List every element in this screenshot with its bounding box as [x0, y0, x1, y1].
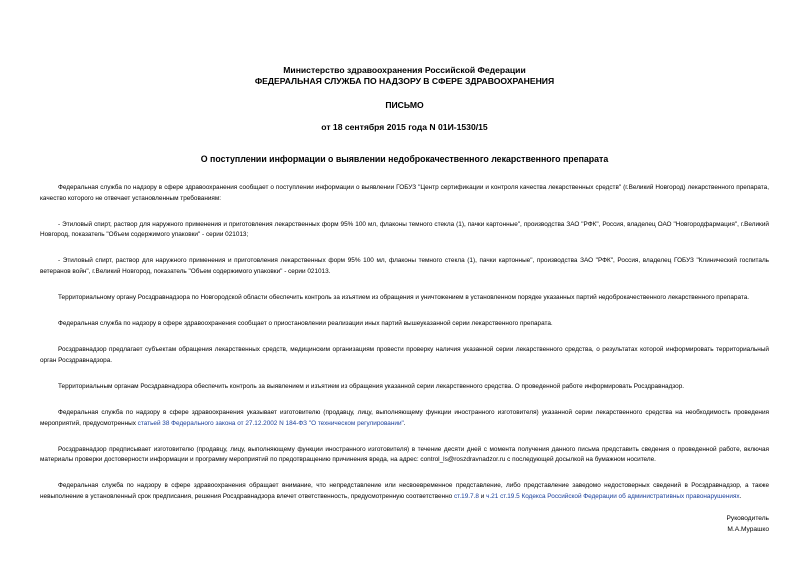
paragraph-4: Территориальному органу Росздравнадзора по Новгородской области обеспечить контроль за изъятием из обращения и уничтожением в установленном порядке указанных партий недоброкачественного лекарственного препарата. — [58, 294, 750, 302]
document-type: ПИСЬМО — [385, 100, 424, 110]
signature-name: М.А.Мурашко — [727, 525, 769, 533]
signature-block — [727, 514, 769, 535]
paragraph-2: - Этиловый спирт, раствор для наружного применения и приготовления лекарственных форм 95% 100 мл, флаконы темного стекла (1), пачки картонные", производства ЗАО "РФК", Россия, владелец ОАО "Новгородфармация", г.Великий Новгород, показатель "Объем содержимого упаковки" - серии 021013; — [40, 220, 769, 239]
signature-position: Руководитель — [726, 515, 769, 522]
paragraph-8-end: . — [403, 419, 406, 427]
paragraph-10-mid: и — [478, 493, 487, 500]
paragraph-8 — [40, 408, 769, 429]
paragraph-10-end: . — [739, 493, 742, 500]
paragraph-1: Федеральная служба по надзору в сфере здравоохранения сообщает о поступлении информации о выявлении ГОБУЗ "Центр сертификации и контроля качества лекарственных средств" (г.Великий Новгород) лекарственного препарата, качество которого не отвечает установленным требованиям: — [40, 184, 769, 202]
document-body — [40, 183, 769, 518]
paragraph-7: Территориальным органам Росздравнадзора обеспечить контроль за выявлением и изъятием из обращения указанной серии лекарственного средства. О проведенной работе информировать Росздравнадзор. — [58, 382, 685, 390]
ministry-name: Министерство здравоохранения Российской Федерации — [283, 65, 526, 75]
document-subject: О поступлении информации о выявлении недоброкачественного лекарственного препарата — [200, 154, 609, 164]
paragraph-9: Росздравнадзор предписывает изготовителю (продавцу, лицу, выполняющему функции иностранного изготовителя) в течение десяти дней с момента получения данного письма представить сведения о проведенной работе, включая материалы проверки достоверности информации и программу мероприятий по предотвращению причинения вреда, на адрес: control_ls@roszdravnadzor.ru с последующей досылкой на бумажном носителе. — [40, 445, 769, 464]
koap-19-5-link[interactable]: ч.21 ст.19.5 Кодекса Российской Федерации об административных правонарушениях — [486, 493, 740, 500]
paragraph-3: - Этиловый спирт, раствор для наружного применения и приготовления лекарственных форм 95% 100 мл, флаконы темного стекла (1), пачки картонные", производства ЗАО "РФК", Россия, владелец ГОБУЗ "Клинический госпиталь ветеранов войн", г.Великий Новгород, показатель "Объем содержимого упаковки" - серии 021013. — [40, 257, 769, 275]
paragraph-8-text: Федеральная служба по надзору в сфере здравоохранения указывает изготовителю (продавцу, лицу, выполняющему функции иностранного изготовителя) указанной серии лекарственного средства на необходимость проведения мероприятий, предусмотренных — [40, 409, 769, 427]
law-184-fz-link[interactable]: статьей 38 Федерального закона от 27.12.2002 N 184-ФЗ "О техническом регулировании" — [137, 419, 404, 427]
paragraph-6: Росздравнадзор предлагает субъектам обращения лекарственных средств, медицинским организациям провести проверку наличия указанной серии лекарственного средства, о результатах которой информировать территориальный орган Росздравнадзора. — [40, 346, 769, 364]
paragraph-10-text: Федеральная служба по надзору в сфере здравоохранения обращает внимание, что непредставление или несвоевременное представление, либо представление заведомо недостоверных сведений в Росздравнадзор, а также невыполнение в установленный срок предписания, решения Росздравнадзора влечет ответственность, предусмотренную соответственно — [40, 482, 769, 500]
paragraph-10 — [40, 481, 769, 502]
service-name: ФЕДЕРАЛЬНАЯ СЛУЖБА ПО НАДЗОРУ В СФЕРЕ ЗДРАВООХРАНЕНИЯ — [254, 76, 555, 86]
article-19-7-8-link[interactable]: ст.19.7.8 — [453, 493, 479, 500]
paragraph-5: Федеральная служба по надзору в сфере здравоохранения сообщает о приостановлении реализации иных партий вышеуказанной серии лекарственного препарата. — [58, 320, 553, 328]
document-date-number: от 18 сентября 2015 года N 01И-1530/15 — [321, 122, 488, 132]
document-header — [40, 65, 769, 87]
